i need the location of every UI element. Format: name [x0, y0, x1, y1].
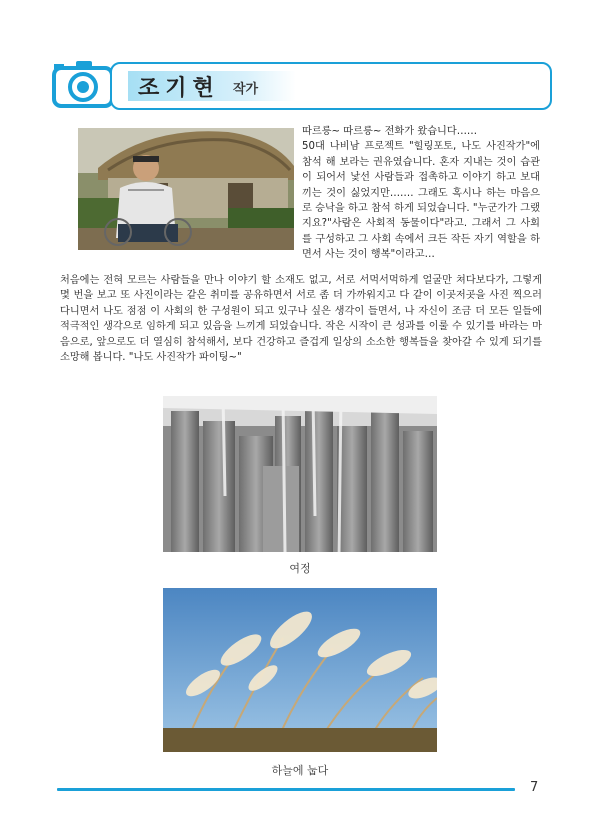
intro-line: 따르릉~ 따르릉~ 전화가 왔습니다…… — [302, 126, 478, 137]
footer-divider — [57, 788, 515, 791]
author-name: 조기현 — [138, 76, 220, 101]
body-paragraph: 처음에는 전혀 모르는 사람들을 만나 이야기 할 소재도 없고, 서로 서먹서먹하게 얼굴만 쳐다보다가, 그렇게 몇 번을 보고 또 사진이라는 같은 취미를 공유하면서 서로 좀 더 가까워지고 다 같이 이곳저곳을 사진 찍으러 다니면서 나도 점점 이 사회의 한 구성원이 되고 있구나 싶은 생각이 들면서, 나 자신이 조금 더 모든 일들에 적극적인 생각으로 임하게 되고 있음을 느끼게 되었습니다. 작은 시작이 큰 성과를 이룰 수 있기를 바라는 마음으로, 앞으로도 더 열심히 참석해서, 보다 건강하고 즐겁게 일상의 소소한 행복들을 찾아갈 수 있게 되기를 소망해 봅니다. "나도 사진작가 파이팅~" — [60, 275, 542, 364]
section-header — [52, 58, 550, 110]
page-number: 7 — [530, 780, 539, 795]
silver-grass-photo — [163, 588, 437, 752]
author-role: 작가 — [233, 82, 259, 97]
intro-text — [302, 124, 540, 263]
figure-caption: 하늘에 눕다 — [271, 764, 329, 777]
waterfall-photo — [163, 396, 437, 552]
figure-caption: 여정 — [289, 562, 311, 575]
camera-icon — [52, 58, 114, 110]
intro-paragraph: 50대 나비남 프로젝트 "힐링포토, 나도 사진작가"에 참석 해 보라는 권유였습니다. 혼자 지내는 것이 습관이 되어서 낯선 사람들과 접촉하고 이야기 하고 보대끼는 것이 싫었지만……. 그래도 혹시나 하는 마음으로 승낙을 하고 참석 하게 되었습니다. "누군가가 그랬지요?"사람은 사회적 동물이다"라고. 그래서 그 사회를 구성하고 그 사회 속에서 크든 작든 자기 역할을 하면서 사는 것이 행복"이라고… — [302, 141, 540, 261]
author-photo — [78, 128, 294, 250]
